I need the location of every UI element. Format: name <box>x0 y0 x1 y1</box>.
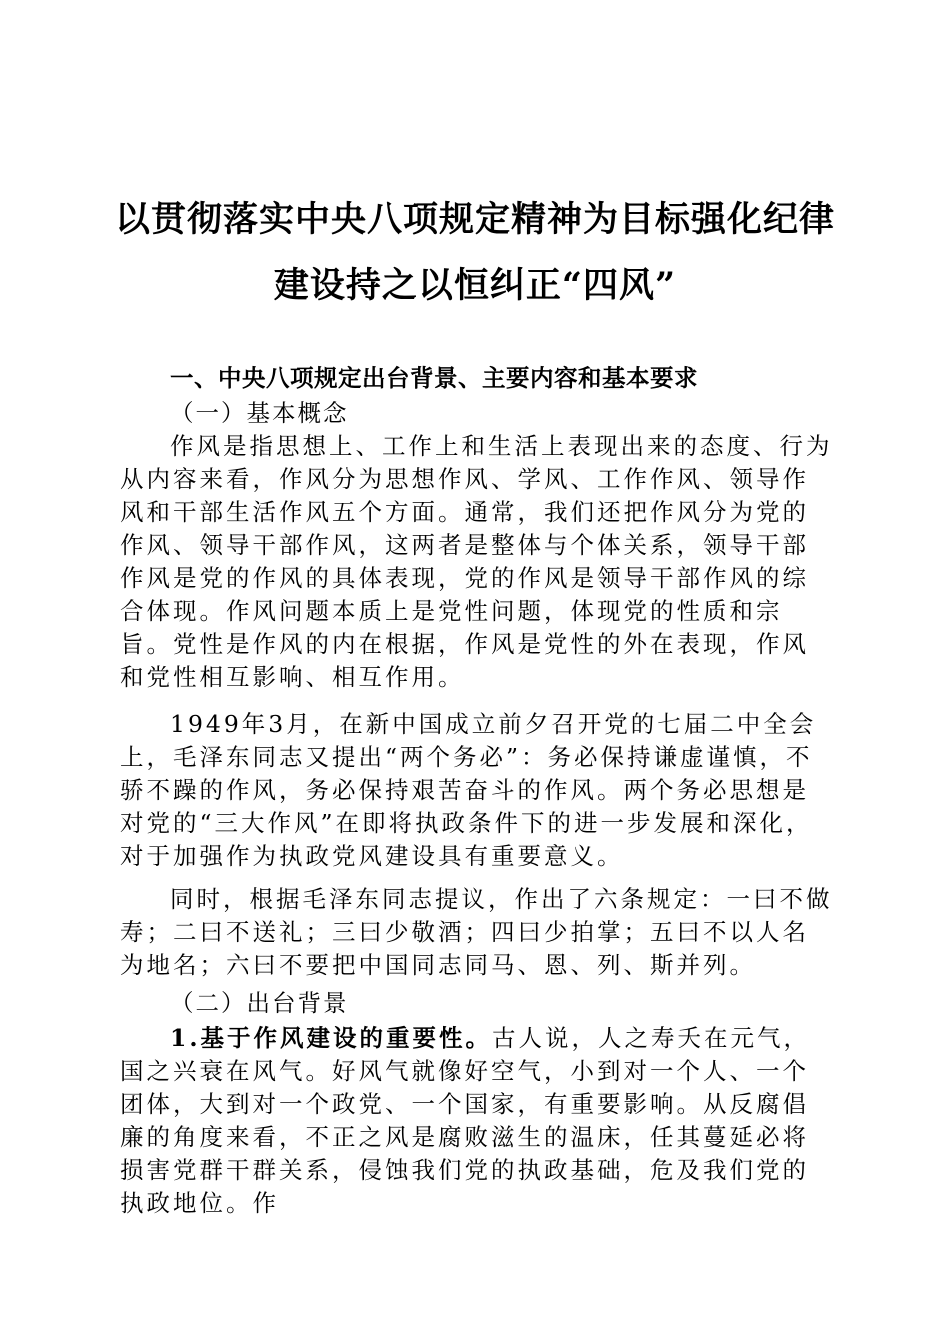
paragraph-importance-of-style <box>120 1022 835 1220</box>
paragraph-lead-bold: 1.基于作风建设的重要性。 <box>170 1024 493 1052</box>
subsection-heading-basic-concepts: （一）基本概念 <box>170 399 349 427</box>
document-title-line-2: 建设持之以恒纠正“四风” <box>273 265 677 306</box>
paragraph-body: 古人说，人之寿夭在元气，国之兴衰在风气。好风气就像好空气，小到对一个人、一个团体，大到对一个政党、一个国家，有重要影响。从反腐倡廉的角度来看，不正之风是腐败滋生的温床，任其蔓延必将损害党群干群关系，侵蚀我们党的执政基础，危及我们党的执政地位。作 <box>120 1024 811 1217</box>
paragraph-six-rules: 同时，根据毛泽东同志提议，作出了六条规定：一曰不做寿；二曰不送礼；三曰少敬酒；四曰少拍掌；五曰不以人名为地名；六曰不要把中国同志同马、恩、列、斯并列。 <box>120 885 833 979</box>
paragraph-two-musts: 1949年3月，在新中国成立前夕召开党的七届二中全会上，毛泽东同志又提出“两个务必”：务必保持谦虚谨慎，不骄不躁的作风，务必保持艰苦奋斗的作风。两个务必思想是对党的“三大作风”在即将执政条件下的进一步发展和深化，对于加强作为执政党风建设具有重要意义。 <box>120 710 817 870</box>
document-title-line-1: 以贯彻落实中央八项规定精神为目标强化纪律 <box>114 199 835 240</box>
subsection-heading-background: （二）出台背景 <box>170 989 349 1017</box>
section-heading-1: 一、中央八项规定出台背景、主要内容和基本要求 <box>170 364 698 392</box>
paragraph-style-definition: 作风是指思想上、工作上和生活上表现出来的态度、行为从内容来看，作风分为思想作风、学风、工作作风、领导作风和干部生活作风五个方面。通常，我们还把作风分为党的作风、领导干部作风，这两者是整体与个体关系，领导干部作风是党的作风的具体表现，党的作风是领导干部作风的综合体现。作风问题本质上是党性问题，体现党的性质和宗旨。党性是作风的内在根据，作风是党性的外在表现，作风和党性相互影响、相互作用。 <box>120 432 833 691</box>
